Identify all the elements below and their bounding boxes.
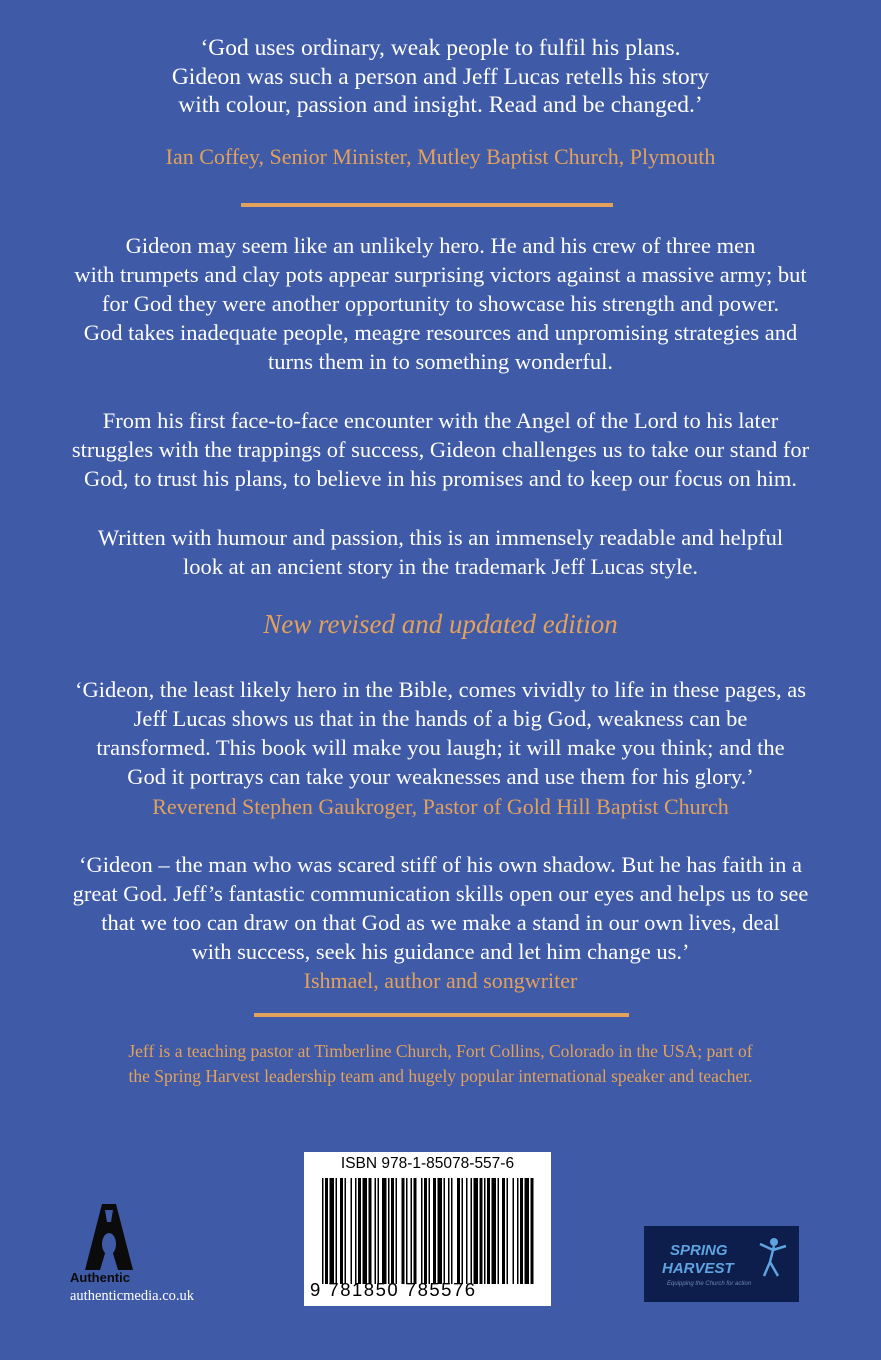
spring-harvest-tagline: Equipping the Church for action xyxy=(667,1281,752,1287)
endorsement-quote-2 xyxy=(0,675,881,791)
quote-line: God it portrays can take your weaknesses and use them for his glory.’ xyxy=(127,764,754,789)
quote-line: transformed. This book will make you laugh; it will make you think; and the xyxy=(96,735,785,760)
quote-2-attribution: Reverend Stephen Gaukroger, Pastor of Gold Hill Baptist Church xyxy=(152,794,729,819)
isbn-barcode xyxy=(304,1152,551,1306)
quote-line: ‘God uses ordinary, weak people to fulfil his plans. xyxy=(200,35,681,61)
text-line: God, to trust his plans, to believe in his promises and to keep our focus on him. xyxy=(83,466,798,491)
quote-line: great God. Jeff’s fantastic communication skills open our eyes and helps us to see xyxy=(72,881,809,906)
description-paragraph-3 xyxy=(0,523,881,581)
text-line: struggles with the trappings of success, Gideon challenges us to take our stand for xyxy=(71,437,810,462)
quote-line: with success, seek his guidance and let him change us.’ xyxy=(191,939,690,964)
divider-top xyxy=(241,203,613,207)
authentic-logo-icon xyxy=(84,1200,134,1272)
endorsement-quote-3 xyxy=(0,850,881,966)
spring-harvest-line1: SPRING xyxy=(670,1242,728,1259)
isbn-label: ISBN 978-1-85078-557-6 xyxy=(340,1155,515,1172)
description-paragraph-1 xyxy=(0,231,881,376)
spring-harvest-line2: HARVEST xyxy=(662,1260,734,1277)
edition-note: New revised and updated edition xyxy=(263,609,618,639)
quote-1-attribution: Ian Coffey, Senior Minister, Mutley Baptist Church, Plymouth xyxy=(165,144,716,169)
quote-line: ‘Gideon, the least likely hero in the Bible, comes vividly to life in these pages, as xyxy=(74,677,807,702)
quote-line: with colour, passion and insight. Read and be changed.’ xyxy=(178,92,703,118)
bio-line: the Spring Harvest leadership team and hugely popular international speaker and teacher. xyxy=(128,1066,753,1086)
spring-harvest-logo xyxy=(644,1226,799,1302)
divider-bottom xyxy=(254,1013,629,1017)
text-line: for God they were another opportunity to showcase his strength and power. xyxy=(101,291,780,316)
text-line: From his first face-to-face encounter with the Angel of the Lord to his later xyxy=(102,408,779,433)
figure-icon xyxy=(756,1236,790,1282)
text-line: Gideon may seem like an unlikely hero. He and his crew of three men xyxy=(125,233,756,258)
text-line: look at an ancient story in the trademark Jeff Lucas style. xyxy=(182,554,699,579)
quote-line: ‘Gideon – the man who was scared stiff of his own shadow. But he has faith in a xyxy=(79,852,802,877)
text-line: Written with humour and passion, this is an immensely readable and helpful xyxy=(97,525,784,550)
quote-line: Gideon was such a person and Jeff Lucas retells his story xyxy=(171,63,710,90)
barcode-bars xyxy=(322,1178,534,1284)
text-line: turns them in to something wonderful. xyxy=(268,349,613,374)
quote-line: that we too can draw on that God as we make a stand in our own lives, deal xyxy=(101,910,780,935)
text-line: with trumpets and clay pots appear surprising victors against a massive army; but xyxy=(74,262,807,287)
publisher-url: authenticmedia.co.uk xyxy=(70,1288,195,1304)
publisher-name: Authentic xyxy=(70,1270,130,1285)
description-paragraph-2 xyxy=(0,406,881,493)
author-bio xyxy=(0,1039,881,1089)
quote-line: Jeff Lucas shows us that in the hands of a big God, weakness can be xyxy=(133,706,748,731)
bio-line: Jeff is a teaching pastor at Timberline Church, Fort Collins, Colorado in the USA; part of xyxy=(128,1041,753,1061)
barcode-number: 9 781850 785576 xyxy=(310,1279,477,1300)
endorsement-quote-1 xyxy=(0,34,881,120)
text-line: God takes inadequate people, meagre resources and unpromising strategies and xyxy=(83,320,798,345)
quote-3-attribution: Ishmael, author and songwriter xyxy=(303,968,578,993)
